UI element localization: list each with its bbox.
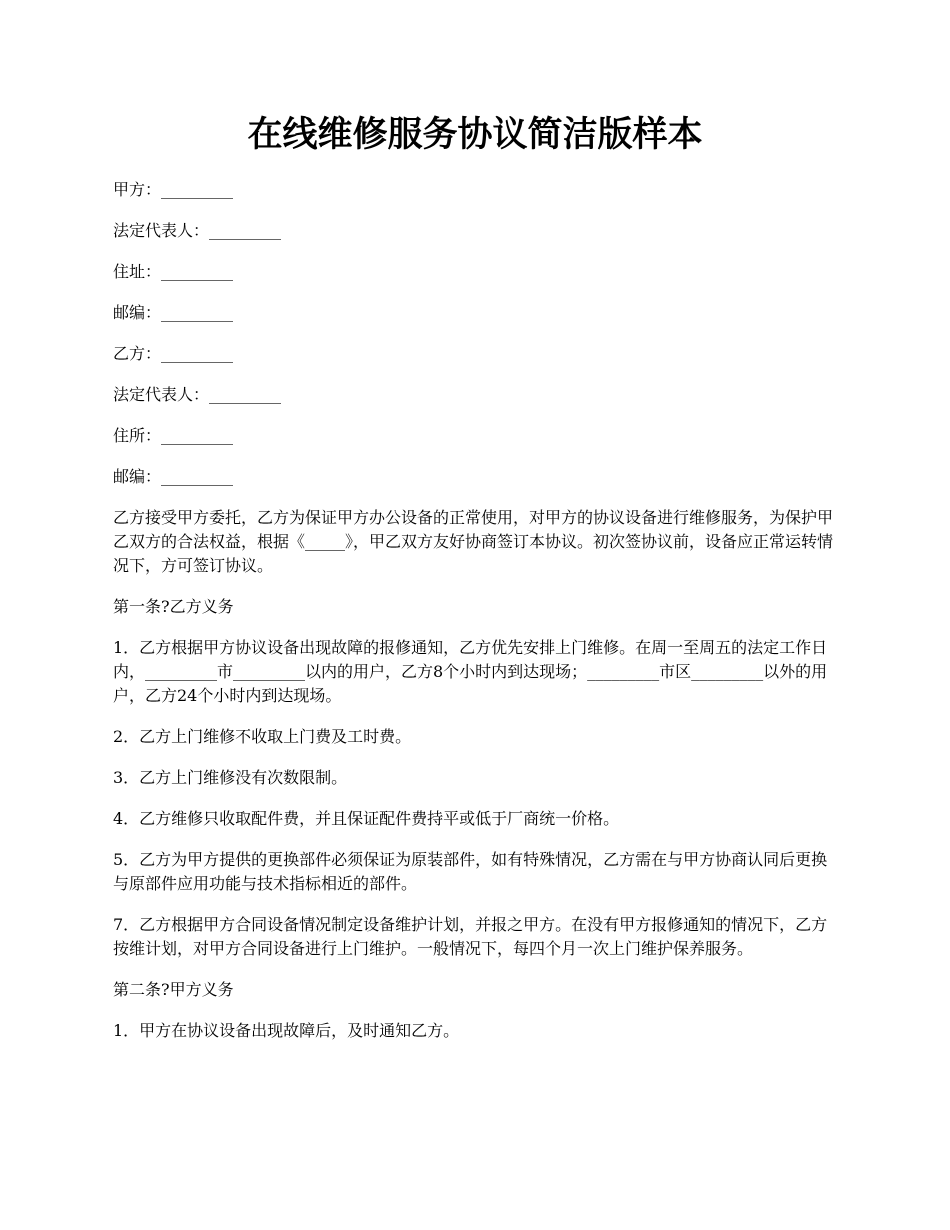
party-a-representative-line: 法定代表人：_________	[113, 221, 282, 240]
preamble-paragraph: 乙方接受甲方委托，乙方为保证甲方办公设备的正常使用，对甲方的协议设备进行维修服务，为保护甲乙双方的合法权益，根据《_____》，甲乙双方友好协商签订本协议。初次签协议前，设备应正常运转情况下，方可签订协议。	[113, 508, 834, 575]
article-1-clause-2: 2．乙方上门维修不收取上门费及工时费。	[113, 727, 412, 746]
article-2-clause-1: 1．甲方在协议设备出现故障后，及时通知乙方。	[113, 1021, 460, 1040]
party-b-address-line: 住所：_________	[113, 426, 234, 445]
article-1-clause-1: 1．乙方根据甲方协议设备出现故障的报修通知，乙方优先安排上门维修。在周一至周五的法定工作日内，_________市_________以内的用户，乙方8个小时内到达现场；_________市区_________以外的用户，乙方24个小时内到达现场。	[113, 638, 828, 705]
party-a-address-line: 住址：_________	[113, 262, 234, 281]
party-a-postcode-line: 邮编：_________	[113, 303, 234, 322]
party-b-postcode-line: 邮编：_________	[113, 467, 234, 486]
party-b-representative-line: 法定代表人：_________	[113, 385, 282, 404]
document-title: 在线维修服务协议简洁版样本	[247, 114, 703, 155]
article-1-clause-4: 4．乙方维修只收取配件费，并且保证配件费持平或低于厂商统一价格。	[113, 809, 620, 828]
party-a-line: 甲方：_________	[113, 180, 234, 199]
article-1-clause-7: 7．乙方根据甲方合同设备情况制定设备维护计划，并报之甲方。在没有甲方报修通知的情况下，乙方按维计划，对甲方合同设备进行上门维护。一般情况下，每四个月一次上门维护保养服务。	[113, 915, 828, 958]
party-b-line: 乙方：_________	[113, 344, 234, 363]
article-1-clause-3: 3．乙方上门维修没有次数限制。	[113, 768, 348, 787]
document-body	[113, 178, 839, 1060]
article-1-heading: 第一条?乙方义务	[113, 597, 234, 616]
article-1-clause-5: 5．乙方为甲方提供的更换部件必须保证为原装部件，如有特殊情况，乙方需在与甲方协商认同后更换与原部件应用功能与技术指标相近的部件。	[113, 850, 828, 893]
article-2-heading: 第二条?甲方义务	[113, 980, 234, 999]
